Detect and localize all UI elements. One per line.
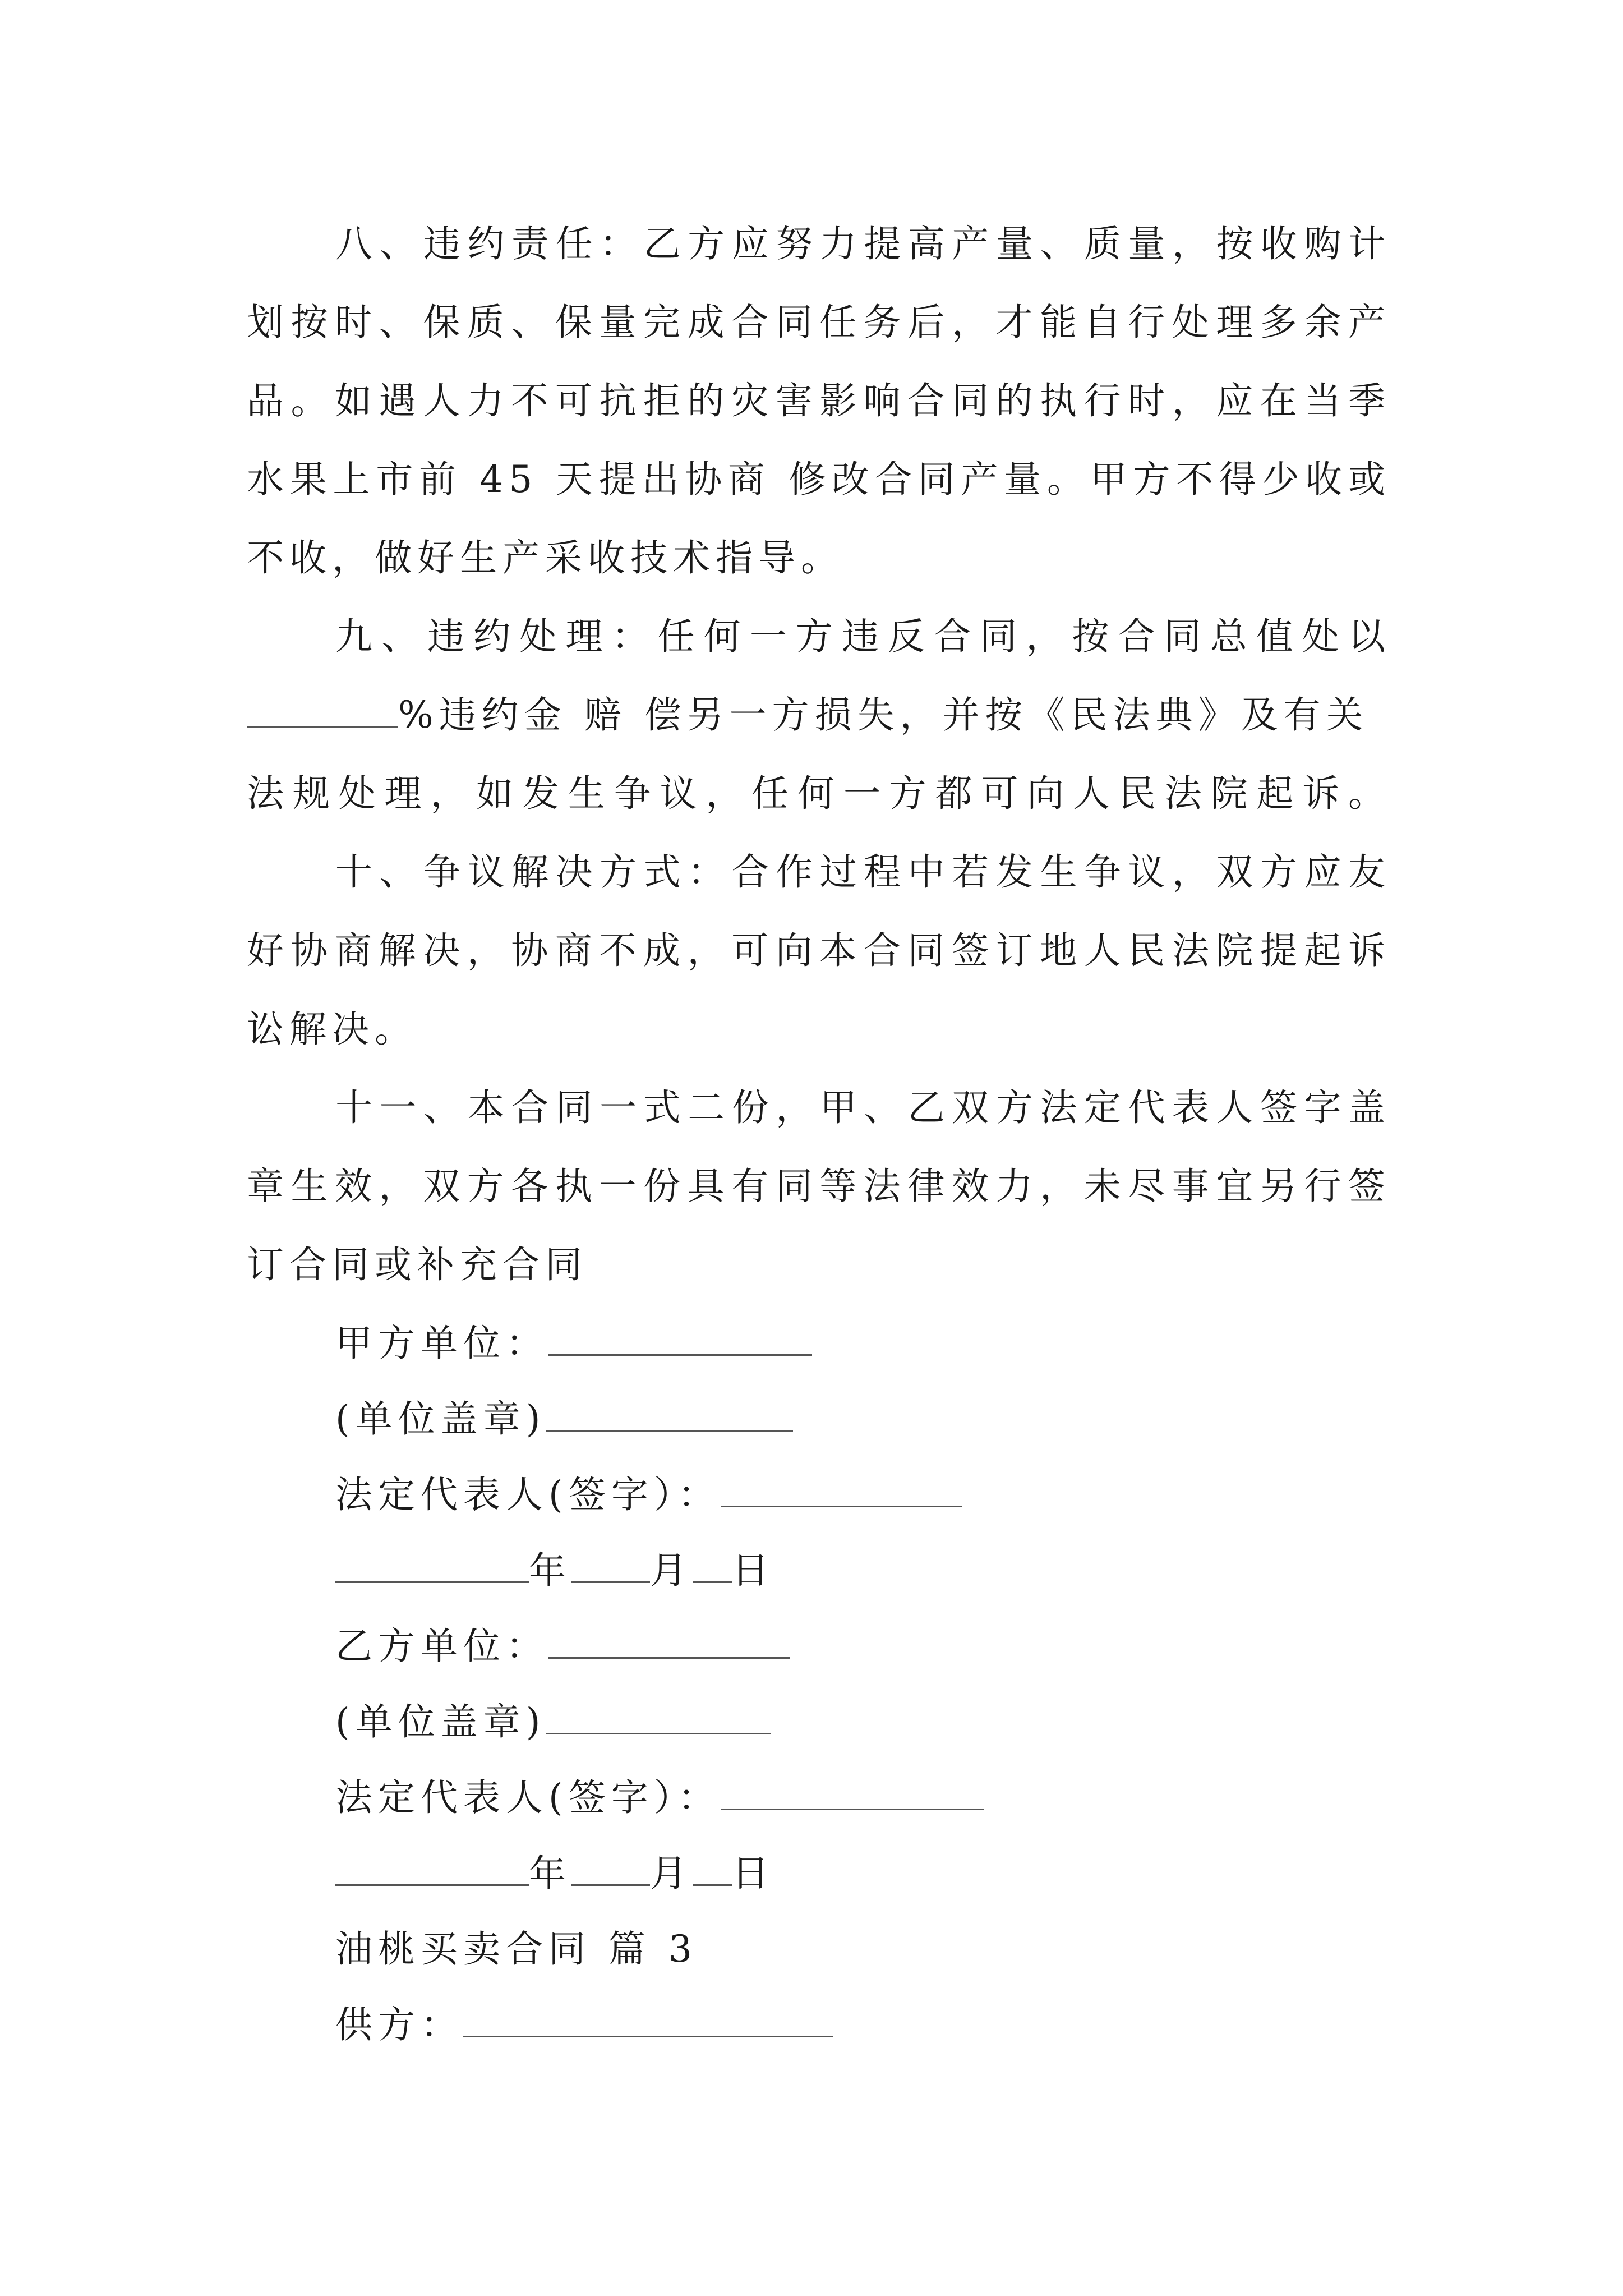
section11-line-2: 章生效，双方各执一份具有同等法律效力，未尽事宜另行签 xyxy=(247,1165,1391,1208)
section9-line-3: 法规处理，如发生争议，任何一方都可向人民法院起诉。 xyxy=(247,772,1391,815)
supplier-label: 供方： xyxy=(335,2003,463,2046)
party-a-year-label: 年 xyxy=(529,1549,571,1592)
supplier-row xyxy=(335,1986,833,2064)
party-a-month-label: 月 xyxy=(650,1549,693,1592)
supplier-field[interactable] xyxy=(463,1992,833,2037)
party-a-seal-row xyxy=(335,1380,793,1458)
penalty-rate-blank[interactable] xyxy=(247,682,398,728)
section8-line-2: 划按时、保质、保量完成合同任务后，才能自行处理多余产 xyxy=(247,301,1391,344)
section8-line-1: 八、违约责任：乙方应努力提高产量、质量，按收购计 xyxy=(335,222,1391,265)
party-a-year-field[interactable] xyxy=(335,1538,529,1583)
party-b-month-label: 月 xyxy=(650,1852,693,1895)
party-b-year-label: 年 xyxy=(529,1852,571,1895)
party-a-rep-field[interactable] xyxy=(721,1462,962,1507)
section11-line-1: 十一、本合同一式二份，甲、乙双方法定代表人签字盖 xyxy=(335,1086,1391,1129)
party-a-day-field[interactable] xyxy=(693,1538,732,1583)
party-a-seal-field[interactable] xyxy=(546,1386,793,1432)
party-b-unit-label: 乙方单位： xyxy=(335,1625,548,1668)
party-b-date-row xyxy=(335,1834,774,1913)
party-b-unit-row xyxy=(335,1607,790,1686)
section8-line-5: 不收，做好生产采收技术指导。 xyxy=(247,536,843,579)
party-a-rep-label: 法定代表人(签字）： xyxy=(335,1473,721,1516)
section8-line-3: 品。如遇人力不可抗拒的灾害影响合同的执行时，应在当季 xyxy=(247,379,1391,422)
next-contract-title: 油桃买卖合同 篇 3 xyxy=(335,1927,698,1971)
section10-line-3: 讼解决。 xyxy=(247,1007,417,1051)
party-a-day-label: 日 xyxy=(732,1549,774,1592)
party-a-date-row xyxy=(335,1531,774,1610)
section10-line-1: 十、争议解决方式：合作过程中若发生争议，双方应友 xyxy=(335,850,1391,894)
party-b-unit-field[interactable] xyxy=(548,1613,790,1659)
party-b-month-field[interactable] xyxy=(571,1841,650,1886)
party-b-rep-row xyxy=(335,1759,984,1837)
party-a-unit-field[interactable] xyxy=(548,1310,812,1356)
party-b-day-field[interactable] xyxy=(693,1841,732,1886)
section9-line-1: 九、违约处理：任何一方违反合同，按合同总值处以 xyxy=(335,615,1391,658)
party-a-seal-label: (单位盖章) xyxy=(335,1397,546,1441)
party-b-rep-label: 法定代表人(签字）： xyxy=(335,1776,721,1819)
party-a-unit-row xyxy=(335,1304,812,1383)
party-b-seal-field[interactable] xyxy=(546,1689,771,1734)
party-a-month-field[interactable] xyxy=(571,1538,650,1583)
party-b-seal-row xyxy=(335,1683,771,1761)
section8-line-4: 水果上市前 45 天提出协商 修改合同产量。甲方不得少收或 xyxy=(247,458,1391,501)
party-a-unit-label: 甲方单位： xyxy=(335,1322,548,1365)
party-a-rep-row xyxy=(335,1456,962,1534)
section11-line-3: 订合同或补充合同 xyxy=(247,1243,588,1286)
section9-line-2 xyxy=(247,676,1391,754)
party-b-year-field[interactable] xyxy=(335,1841,529,1886)
section10-line-2: 好协商解决，协商不成，可向本合同签订地人民法院提起诉 xyxy=(247,929,1391,972)
party-b-day-label: 日 xyxy=(732,1852,774,1895)
section9-line-2-text: %违约金 赔 偿另一方损失，并按《民法典》及有关 xyxy=(398,693,1369,737)
party-b-seal-label: (单位盖章) xyxy=(335,1700,546,1743)
party-b-rep-field[interactable] xyxy=(721,1765,984,1810)
